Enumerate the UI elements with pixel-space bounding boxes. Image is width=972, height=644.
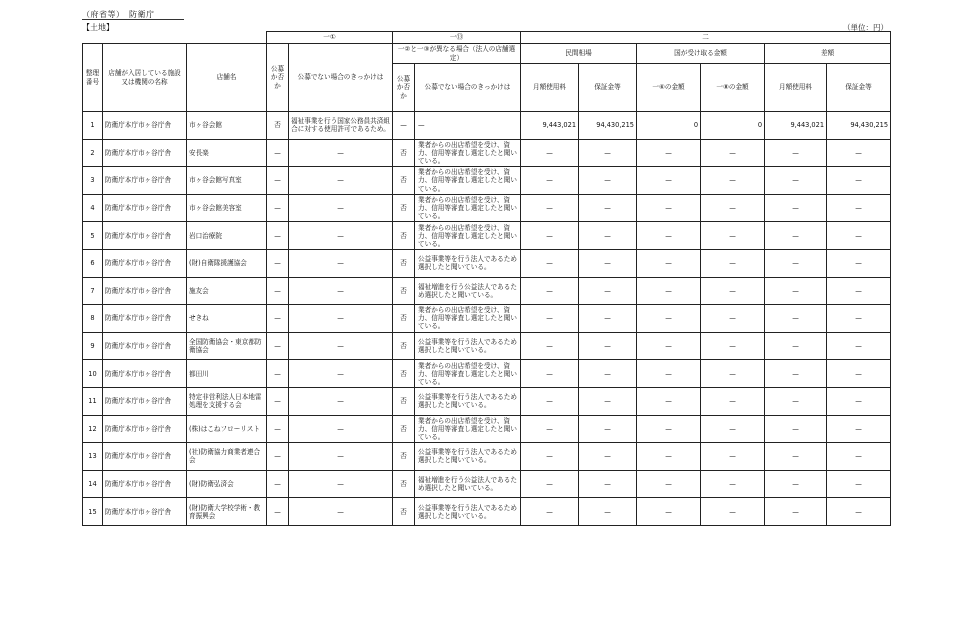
cell-state-8: — bbox=[701, 498, 765, 526]
cell-no: 4 bbox=[83, 194, 103, 222]
cell-public-recruit-2: 否 bbox=[393, 167, 415, 195]
cell-public-recruit-1: — bbox=[267, 387, 289, 415]
cell-public-recruit-1: — bbox=[267, 470, 289, 498]
cell-deposit-diff: — bbox=[827, 222, 891, 250]
cell-store: 施友会 bbox=[187, 277, 267, 305]
land-table bbox=[82, 31, 891, 526]
cell-reason-2: 公益事業等を行う法人であるため選択したと聞いている。 bbox=[415, 249, 521, 277]
cell-deposit-market: — bbox=[579, 360, 637, 388]
cell-store: (財)自衛隊援護協会 bbox=[187, 249, 267, 277]
cell-state-6: — bbox=[637, 360, 701, 388]
cell-state-6: — bbox=[637, 139, 701, 167]
col-header-no: 整理番号 bbox=[83, 44, 103, 112]
table-row bbox=[83, 249, 891, 277]
cell-monthly-fee-diff: — bbox=[765, 443, 827, 471]
cell-public-recruit-2: 否 bbox=[393, 387, 415, 415]
cell-state-6: — bbox=[637, 194, 701, 222]
col-header-state-6: 一⑥の金額 bbox=[637, 64, 701, 112]
cell-monthly-fee-diff: — bbox=[765, 332, 827, 360]
cell-state-6: — bbox=[637, 498, 701, 526]
cell-reason-2: — bbox=[415, 112, 521, 140]
cell-public-recruit-1: — bbox=[267, 415, 289, 443]
cell-monthly-fee-market: — bbox=[521, 332, 579, 360]
cell-facility: 防衛庁本庁市ヶ谷庁舎 bbox=[103, 443, 187, 471]
cell-state-6: — bbox=[637, 167, 701, 195]
cell-state-6: — bbox=[637, 387, 701, 415]
cell-monthly-fee-diff: — bbox=[765, 498, 827, 526]
col-header-state-8: 一⑧の金額 bbox=[701, 64, 765, 112]
cell-public-recruit-1: — bbox=[267, 360, 289, 388]
cell-store: 市ヶ谷会館美容室 bbox=[187, 194, 267, 222]
cell-no: 12 bbox=[83, 415, 103, 443]
cell-no: 11 bbox=[83, 387, 103, 415]
cell-deposit-market: — bbox=[579, 332, 637, 360]
table-row bbox=[83, 443, 891, 471]
cell-facility: 防衛庁本庁市ヶ谷庁舎 bbox=[103, 249, 187, 277]
ministry-underline bbox=[82, 19, 184, 20]
cell-state-8: — bbox=[701, 305, 765, 333]
cell-reason-1: — bbox=[289, 498, 393, 526]
cell-monthly-fee-diff: — bbox=[765, 470, 827, 498]
cell-no: 5 bbox=[83, 222, 103, 250]
cell-monthly-fee-market: — bbox=[521, 443, 579, 471]
cell-deposit-market: — bbox=[579, 305, 637, 333]
cell-state-6: — bbox=[637, 415, 701, 443]
cell-reason-1: — bbox=[289, 415, 393, 443]
cell-reason-2: 福祉増進を行う公益法人であるため選択したと聞いている。 bbox=[415, 470, 521, 498]
cell-monthly-fee-diff: — bbox=[765, 415, 827, 443]
cell-no: 9 bbox=[83, 332, 103, 360]
cell-monthly-fee-market: — bbox=[521, 167, 579, 195]
cell-monthly-fee-market: — bbox=[521, 387, 579, 415]
cell-reason-1: — bbox=[289, 167, 393, 195]
cell-state-8: — bbox=[701, 443, 765, 471]
col-header-reason-1: 公募でない場合のきっかけは bbox=[289, 44, 393, 112]
cell-deposit-diff: — bbox=[827, 167, 891, 195]
cell-deposit-diff: — bbox=[827, 498, 891, 526]
cell-facility: 防衛庁本庁市ヶ谷庁舎 bbox=[103, 139, 187, 167]
cell-state-8: — bbox=[701, 415, 765, 443]
cell-reason-1: — bbox=[289, 194, 393, 222]
cell-deposit-market: — bbox=[579, 470, 637, 498]
cell-deposit-diff: — bbox=[827, 249, 891, 277]
cell-reason-2: 業者からの出店希望を受け、資力、信用等審査し選定したと聞いている。 bbox=[415, 222, 521, 250]
table-row bbox=[83, 470, 891, 498]
cell-facility: 防衛庁本庁市ヶ谷庁舎 bbox=[103, 387, 187, 415]
cell-no: 15 bbox=[83, 498, 103, 526]
cell-public-recruit-2: 否 bbox=[393, 415, 415, 443]
cell-public-recruit-1: — bbox=[267, 498, 289, 526]
cell-store: 特定非営利法人日本地雷処理を支援する会 bbox=[187, 387, 267, 415]
cell-no: 1 bbox=[83, 112, 103, 140]
cell-public-recruit-1: — bbox=[267, 139, 289, 167]
cell-public-recruit-2: 否 bbox=[393, 443, 415, 471]
cell-monthly-fee-market: — bbox=[521, 249, 579, 277]
cell-state-6: — bbox=[637, 305, 701, 333]
cell-no: 13 bbox=[83, 443, 103, 471]
cell-reason-1: 福祉事業を行う国家公務員共済組合に対する使用許可であるため。 bbox=[289, 112, 393, 140]
cell-state-8: — bbox=[701, 332, 765, 360]
table-row bbox=[83, 112, 891, 140]
cell-monthly-fee-market: — bbox=[521, 360, 579, 388]
cell-store: 市ヶ谷会館写真室 bbox=[187, 167, 267, 195]
cell-public-recruit-2: 否 bbox=[393, 498, 415, 526]
cell-deposit-market: — bbox=[579, 415, 637, 443]
cell-monthly-fee-market: — bbox=[521, 194, 579, 222]
table-row bbox=[83, 167, 891, 195]
group-header-13: 一⑬ bbox=[393, 32, 521, 44]
cell-state-6: — bbox=[637, 470, 701, 498]
cell-monthly-fee-market: — bbox=[521, 139, 579, 167]
table-row bbox=[83, 194, 891, 222]
cell-state-6: — bbox=[637, 222, 701, 250]
cell-facility: 防衛庁本庁市ヶ谷庁舎 bbox=[103, 277, 187, 305]
cell-public-recruit-2: 否 bbox=[393, 277, 415, 305]
cell-deposit-market: — bbox=[579, 139, 637, 167]
cell-monthly-fee-diff: 9,443,021 bbox=[765, 112, 827, 140]
cell-facility: 防衛庁本庁市ヶ谷庁舎 bbox=[103, 498, 187, 526]
cell-facility: 防衛庁本庁市ヶ谷庁舎 bbox=[103, 222, 187, 250]
col-header-reason-2: 公募でない場合のきっかけは bbox=[415, 64, 521, 112]
subheader-difference: 差額 bbox=[765, 44, 891, 64]
cell-store: (株)はこねフローリスト bbox=[187, 415, 267, 443]
cell-deposit-diff: — bbox=[827, 194, 891, 222]
cell-reason-1: — bbox=[289, 139, 393, 167]
cell-public-recruit-1: — bbox=[267, 332, 289, 360]
cell-reason-1: — bbox=[289, 360, 393, 388]
cell-no: 8 bbox=[83, 305, 103, 333]
cell-facility: 防衛庁本庁市ヶ谷庁舎 bbox=[103, 332, 187, 360]
cell-reason-2: 公益事業等を行う法人であるため選択したと聞いている。 bbox=[415, 498, 521, 526]
cell-state-6: 0 bbox=[637, 112, 701, 140]
cell-store: 安長楽 bbox=[187, 139, 267, 167]
cell-no: 7 bbox=[83, 277, 103, 305]
cell-no: 14 bbox=[83, 470, 103, 498]
subheader-market: 民間相場 bbox=[521, 44, 637, 64]
cell-public-recruit-2: — bbox=[393, 112, 415, 140]
cell-state-8: — bbox=[701, 277, 765, 305]
col-header-public-recruit-1: 公募か否か bbox=[267, 44, 289, 112]
cell-deposit-diff: — bbox=[827, 415, 891, 443]
table-row bbox=[83, 222, 891, 250]
cell-no: 6 bbox=[83, 249, 103, 277]
cell-monthly-fee-diff: — bbox=[765, 249, 827, 277]
cell-state-8: — bbox=[701, 387, 765, 415]
table-body bbox=[83, 112, 891, 526]
cell-store: 市ヶ谷会館 bbox=[187, 112, 267, 140]
table-row bbox=[83, 139, 891, 167]
cell-deposit-diff: — bbox=[827, 360, 891, 388]
cell-store: 都田川 bbox=[187, 360, 267, 388]
cell-monthly-fee-market: — bbox=[521, 222, 579, 250]
cell-reason-1: — bbox=[289, 443, 393, 471]
cell-public-recruit-2: 否 bbox=[393, 305, 415, 333]
cell-public-recruit-2: 否 bbox=[393, 360, 415, 388]
cell-public-recruit-1: — bbox=[267, 443, 289, 471]
cell-store: せきね bbox=[187, 305, 267, 333]
cell-state-8: — bbox=[701, 139, 765, 167]
ministry-label: （府省等） 防衛庁 bbox=[82, 10, 155, 19]
cell-deposit-market: — bbox=[579, 167, 637, 195]
cell-facility: 防衛庁本庁市ヶ谷庁舎 bbox=[103, 167, 187, 195]
table-row bbox=[83, 277, 891, 305]
cell-reason-2: 業者からの出店希望を受け、資力、信用等審査し選定したと聞いている。 bbox=[415, 139, 521, 167]
table-row bbox=[83, 387, 891, 415]
cell-reason-1: — bbox=[289, 470, 393, 498]
cell-deposit-diff: — bbox=[827, 387, 891, 415]
group-header-1: 一① bbox=[267, 32, 393, 44]
cell-deposit-market: — bbox=[579, 222, 637, 250]
cell-store: (財)防衛弘済会 bbox=[187, 470, 267, 498]
cell-deposit-market: 94,430,215 bbox=[579, 112, 637, 140]
cell-no: 10 bbox=[83, 360, 103, 388]
cell-reason-2: 公益事業等を行う法人であるため選択したと聞いている。 bbox=[415, 332, 521, 360]
table-row bbox=[83, 332, 891, 360]
cell-deposit-diff: — bbox=[827, 443, 891, 471]
cell-facility: 防衛庁本庁市ヶ谷庁舎 bbox=[103, 112, 187, 140]
cell-reason-2: 業者からの出店希望を受け、資力、信用等審査し選定したと聞いている。 bbox=[415, 360, 521, 388]
cell-state-8: — bbox=[701, 167, 765, 195]
cell-public-recruit-1: — bbox=[267, 167, 289, 195]
cell-state-8: 0 bbox=[701, 112, 765, 140]
cell-deposit-diff: — bbox=[827, 470, 891, 498]
cell-deposit-diff: 94,430,215 bbox=[827, 112, 891, 140]
cell-store: 全国防衛協会・東京都防衛協会 bbox=[187, 332, 267, 360]
cell-public-recruit-1: — bbox=[267, 305, 289, 333]
section-label: 【土地】 bbox=[82, 23, 114, 32]
cell-facility: 防衛庁本庁市ヶ谷庁舎 bbox=[103, 415, 187, 443]
cell-monthly-fee-market: — bbox=[521, 277, 579, 305]
subheader-diff-selection: 一②と一③が異なる場合（法人の店舗選定） bbox=[393, 44, 521, 64]
cell-monthly-fee-diff: — bbox=[765, 277, 827, 305]
cell-public-recruit-2: 否 bbox=[393, 194, 415, 222]
cell-public-recruit-1: 否 bbox=[267, 112, 289, 140]
cell-store: 岩口治療院 bbox=[187, 222, 267, 250]
cell-reason-1: — bbox=[289, 249, 393, 277]
cell-deposit-diff: — bbox=[827, 332, 891, 360]
cell-state-8: — bbox=[701, 194, 765, 222]
cell-store: (財)防衛大学校学術・教育振興会 bbox=[187, 498, 267, 526]
cell-reason-2: 福祉増進を行う公益法人であるため選択したと聞いている。 bbox=[415, 277, 521, 305]
cell-reason-2: 業者からの出店希望を受け、資力、信用等審査し選定したと聞いている。 bbox=[415, 415, 521, 443]
cell-reason-2: 公益事業等を行う法人であるため選択したと聞いている。 bbox=[415, 387, 521, 415]
cell-deposit-diff: — bbox=[827, 139, 891, 167]
cell-monthly-fee-market: 9,443,021 bbox=[521, 112, 579, 140]
cell-reason-2: 業者からの出店希望を受け、資力、信用等審査し選定したと聞いている。 bbox=[415, 194, 521, 222]
cell-state-8: — bbox=[701, 222, 765, 250]
cell-deposit-market: — bbox=[579, 194, 637, 222]
cell-monthly-fee-diff: — bbox=[765, 167, 827, 195]
cell-reason-1: — bbox=[289, 387, 393, 415]
cell-public-recruit-2: 否 bbox=[393, 139, 415, 167]
col-header-store: 店舗名 bbox=[187, 44, 267, 112]
cell-facility: 防衛庁本庁市ヶ谷庁舎 bbox=[103, 470, 187, 498]
cell-monthly-fee-market: — bbox=[521, 498, 579, 526]
cell-monthly-fee-diff: — bbox=[765, 360, 827, 388]
cell-deposit-market: — bbox=[579, 443, 637, 471]
col-header-monthly-fee-diff: 月額使用料 bbox=[765, 64, 827, 112]
cell-reason-1: — bbox=[289, 332, 393, 360]
cell-monthly-fee-diff: — bbox=[765, 222, 827, 250]
cell-monthly-fee-market: — bbox=[521, 415, 579, 443]
col-header-facility: 店舗が入居している施設又は機関の名称 bbox=[103, 44, 187, 112]
cell-reason-1: — bbox=[289, 222, 393, 250]
table-row bbox=[83, 360, 891, 388]
cell-deposit-market: — bbox=[579, 277, 637, 305]
cell-public-recruit-2: 否 bbox=[393, 470, 415, 498]
cell-deposit-diff: — bbox=[827, 305, 891, 333]
cell-store: (社)防衛協力商業者連合会 bbox=[187, 443, 267, 471]
cell-facility: 防衛庁本庁市ヶ谷庁舎 bbox=[103, 360, 187, 388]
col-header-monthly-fee-market: 月額使用料 bbox=[521, 64, 579, 112]
subheader-state-amount: 国が受け取る金額 bbox=[637, 44, 765, 64]
cell-deposit-diff: — bbox=[827, 277, 891, 305]
cell-monthly-fee-diff: — bbox=[765, 387, 827, 415]
cell-no: 2 bbox=[83, 139, 103, 167]
col-header-public-recruit-2: 公募か否か bbox=[393, 64, 415, 112]
cell-no: 3 bbox=[83, 167, 103, 195]
cell-state-6: — bbox=[637, 443, 701, 471]
cell-monthly-fee-diff: — bbox=[765, 194, 827, 222]
cell-reason-1: — bbox=[289, 277, 393, 305]
cell-reason-2: 業者からの出店希望を受け、資力、信用等審査し選定したと聞いている。 bbox=[415, 167, 521, 195]
table-row bbox=[83, 415, 891, 443]
cell-public-recruit-1: — bbox=[267, 249, 289, 277]
cell-state-6: — bbox=[637, 249, 701, 277]
unit-label: （単位：円） bbox=[843, 23, 888, 32]
cell-monthly-fee-market: — bbox=[521, 305, 579, 333]
cell-deposit-market: — bbox=[579, 387, 637, 415]
cell-reason-1: — bbox=[289, 305, 393, 333]
cell-reason-2: 公益事業等を行う法人であるため選択したと聞いている。 bbox=[415, 443, 521, 471]
cell-facility: 防衛庁本庁市ヶ谷庁舎 bbox=[103, 305, 187, 333]
group-header-2: 二 bbox=[521, 32, 891, 44]
cell-public-recruit-2: 否 bbox=[393, 222, 415, 250]
cell-public-recruit-1: — bbox=[267, 222, 289, 250]
col-header-deposit-diff: 保証金等 bbox=[827, 64, 891, 112]
col-header-deposit-market: 保証金等 bbox=[579, 64, 637, 112]
cell-state-8: — bbox=[701, 360, 765, 388]
cell-public-recruit-1: — bbox=[267, 277, 289, 305]
cell-state-6: — bbox=[637, 277, 701, 305]
cell-facility: 防衛庁本庁市ヶ谷庁舎 bbox=[103, 194, 187, 222]
cell-public-recruit-1: — bbox=[267, 194, 289, 222]
cell-public-recruit-2: 否 bbox=[393, 249, 415, 277]
cell-monthly-fee-diff: — bbox=[765, 139, 827, 167]
cell-state-6: — bbox=[637, 332, 701, 360]
cell-reason-2: 業者からの出店希望を受け、資力、信用等審査し選定したと聞いている。 bbox=[415, 305, 521, 333]
cell-public-recruit-2: 否 bbox=[393, 332, 415, 360]
cell-deposit-market: — bbox=[579, 249, 637, 277]
cell-monthly-fee-market: — bbox=[521, 470, 579, 498]
cell-state-8: — bbox=[701, 470, 765, 498]
cell-state-8: — bbox=[701, 249, 765, 277]
table-row bbox=[83, 498, 891, 526]
cell-deposit-market: — bbox=[579, 498, 637, 526]
cell-monthly-fee-diff: — bbox=[765, 305, 827, 333]
table-row bbox=[83, 305, 891, 333]
